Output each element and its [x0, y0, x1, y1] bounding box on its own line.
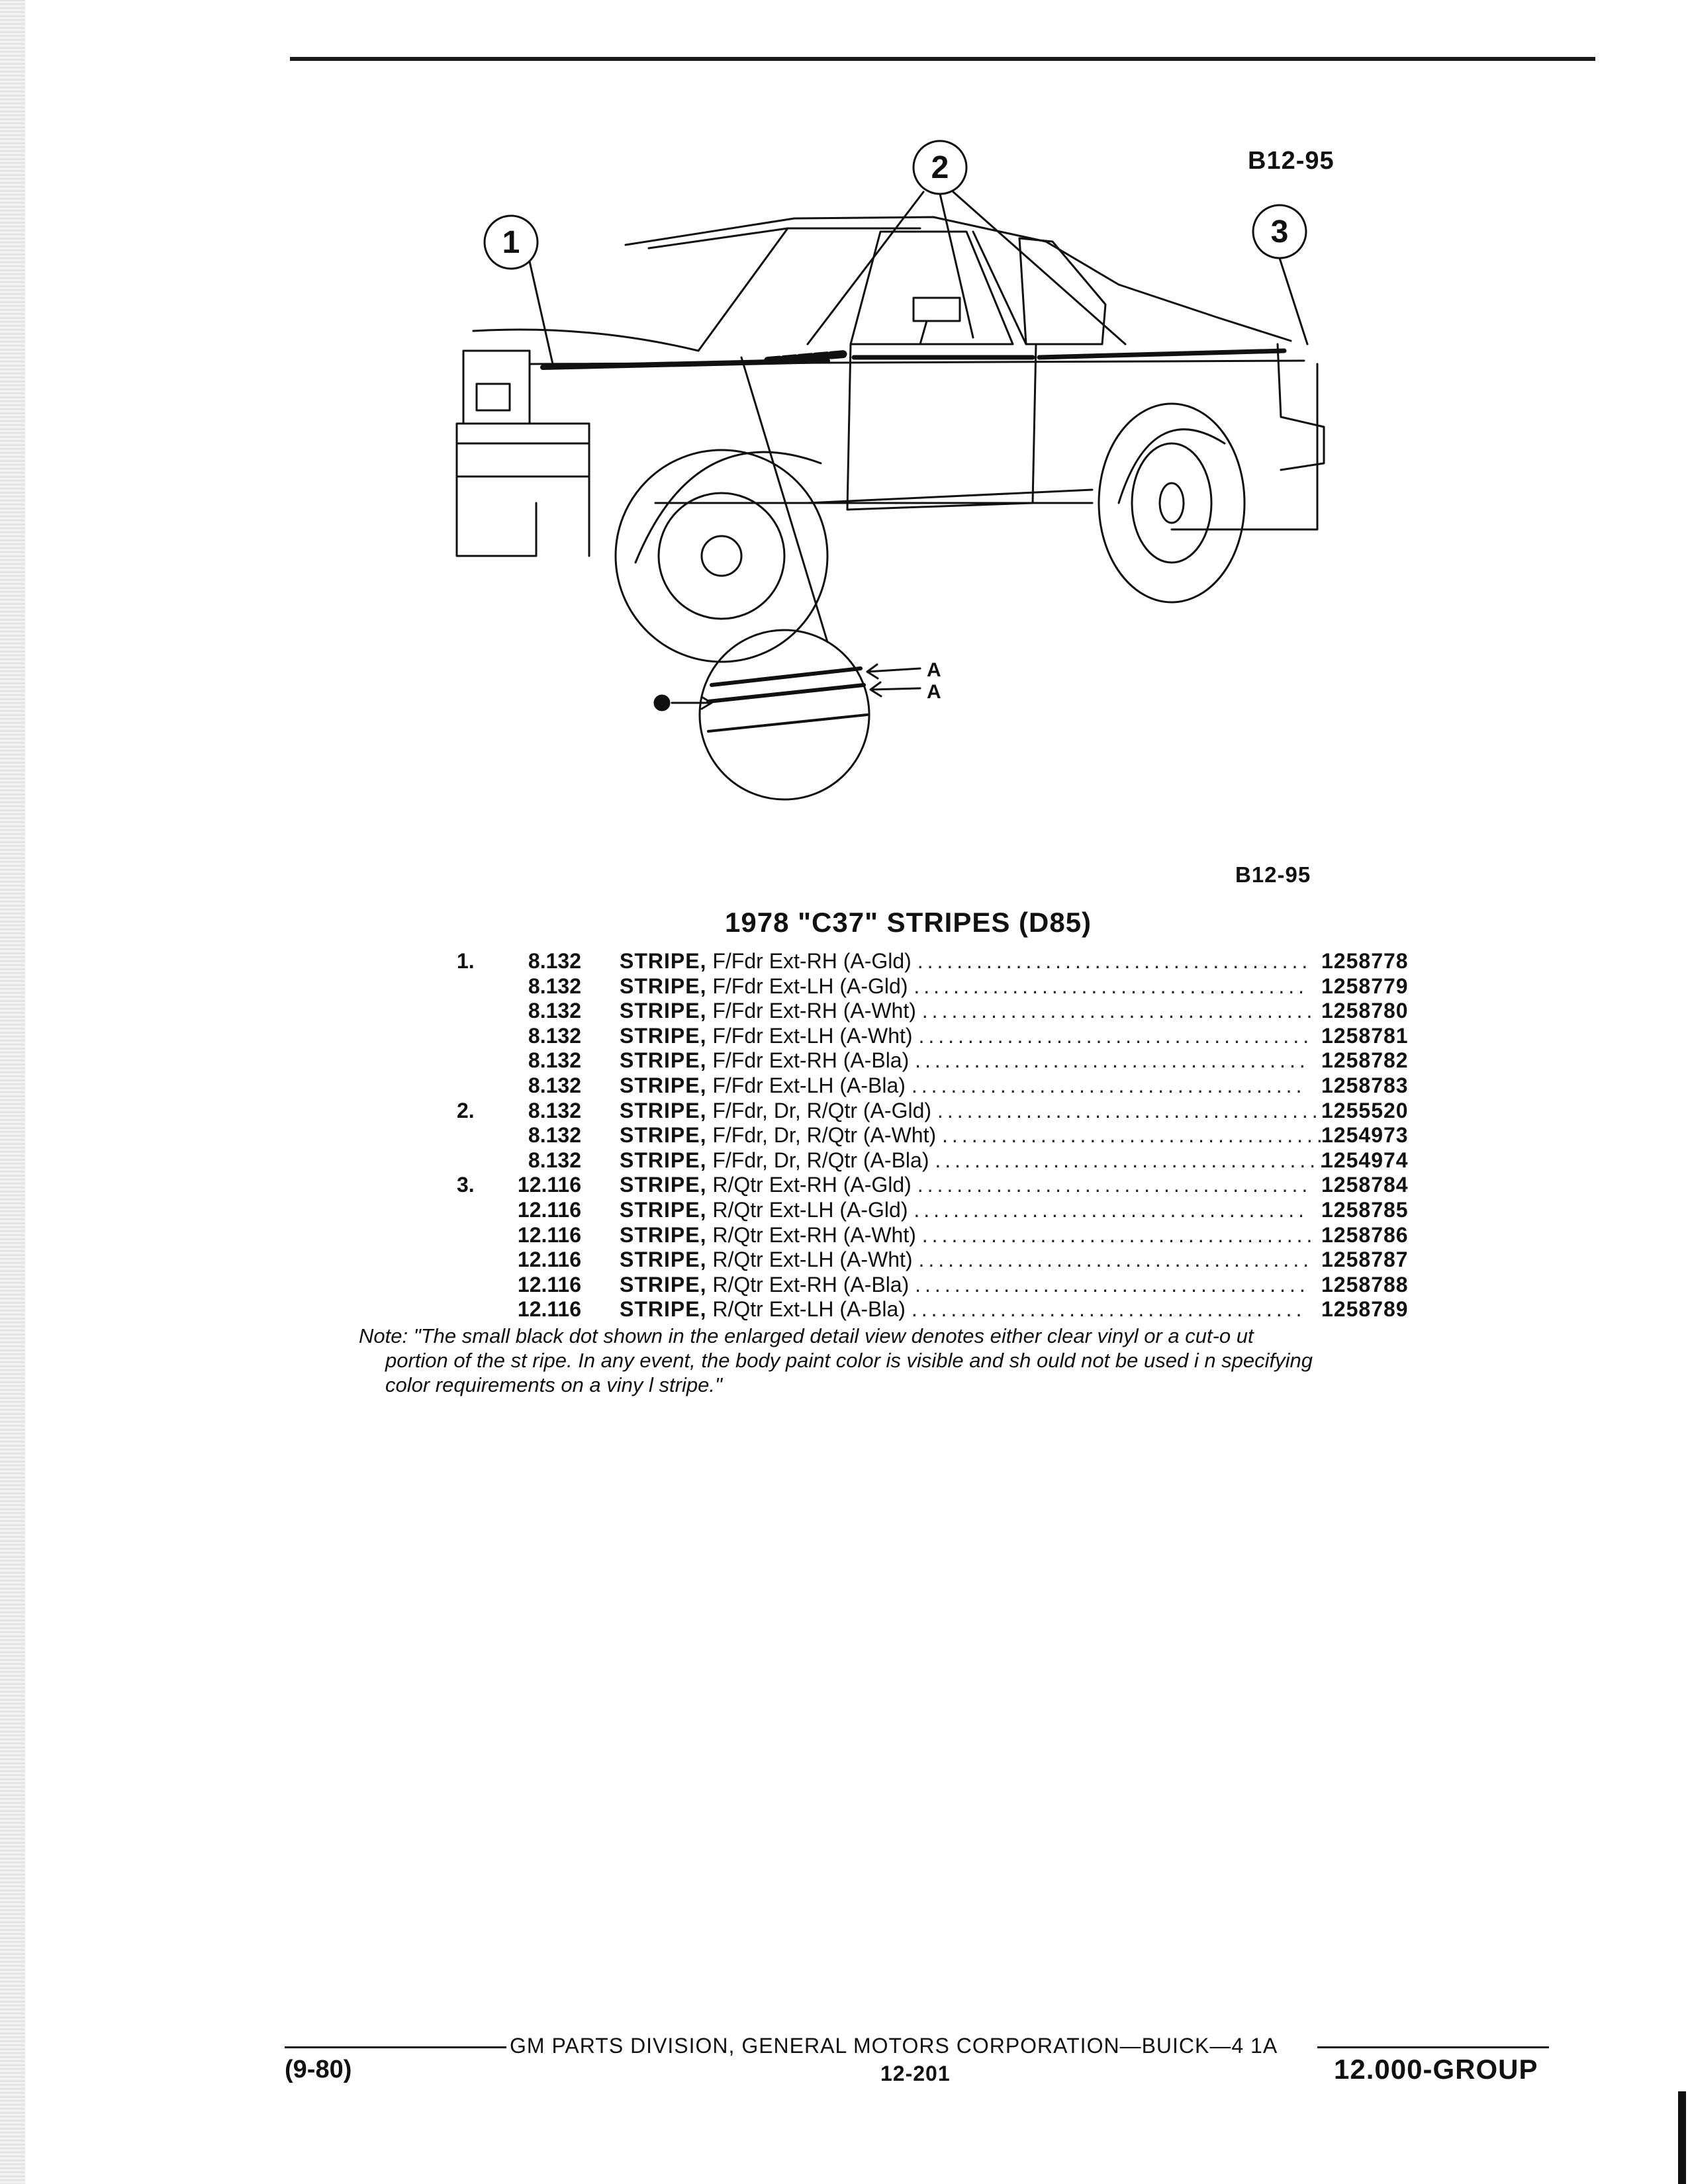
- detail-stripe-2: [708, 685, 864, 702]
- group-number: 12.116: [517, 1248, 581, 1272]
- part-name: STRIPE,: [620, 1272, 707, 1297]
- part-description: [620, 1098, 1332, 1124]
- part-name: STRIPE,: [620, 1073, 707, 1097]
- detail-arrow-a1: [867, 664, 920, 678]
- windshield: [698, 228, 788, 351]
- front-window: [851, 232, 1013, 344]
- leader-dots: ........................................: [921, 999, 1317, 1023]
- leader-dots: ........................................: [917, 1173, 1312, 1197]
- front-hub: [702, 536, 741, 576]
- part-number: 1258785: [1321, 1197, 1409, 1222]
- footer-group: 12.000-GROUP: [1334, 2054, 1538, 2085]
- scan-edge-mark: [1678, 2091, 1686, 2184]
- part-detail: R/Qtr Ext-LH (A-Gld): [712, 1197, 908, 1222]
- part-description: [620, 1272, 1309, 1298]
- leader-dots: ........................................: [911, 1297, 1306, 1322]
- detail-view-circle: [700, 630, 869, 799]
- part-description: [620, 1048, 1309, 1073]
- rear-rim: [1132, 443, 1211, 563]
- part-name: STRIPE,: [620, 1248, 707, 1272]
- part-description: [620, 949, 1312, 974]
- front-bumper: [457, 424, 589, 477]
- parts-row: [437, 1024, 1430, 1049]
- group-number: 12.116: [517, 1173, 581, 1197]
- part-number: 1258778: [1321, 949, 1409, 973]
- part-name: STRIPE,: [620, 1148, 707, 1172]
- part-description: [620, 1123, 1336, 1148]
- callout-number-1: 1: [502, 225, 520, 260]
- car-stripes-diagram: [457, 132, 1331, 807]
- section-title: 1978 "C37" STRIPES (D85): [725, 907, 1092, 938]
- leader-dots: ........................................: [911, 1073, 1306, 1097]
- parts-row: [437, 1148, 1430, 1173]
- detail-dot-arrow: [672, 697, 712, 709]
- part-detail: R/Qtr Ext-RH (A-Wht): [712, 1222, 916, 1247]
- parts-row: [437, 1099, 1430, 1124]
- front-grille: [463, 351, 530, 424]
- leader-dots: ........................................: [915, 1272, 1309, 1297]
- callout-number-2: 2: [931, 150, 949, 185]
- footer-page-number: 12-201: [880, 2062, 951, 2085]
- group-number: 8.132: [528, 1123, 581, 1148]
- part-name: STRIPE,: [620, 1222, 707, 1247]
- part-name: STRIPE,: [620, 1173, 707, 1197]
- figure-label-top: B12-95: [1248, 147, 1335, 175]
- leader-dots: ........................................: [915, 1048, 1309, 1073]
- part-number: 1258779: [1321, 974, 1409, 998]
- group-number: 12.116: [517, 1222, 581, 1247]
- leader-dots: ........................................: [921, 1222, 1317, 1247]
- group-number: 8.132: [528, 999, 581, 1023]
- stripe-rear-qtr: [1039, 351, 1284, 357]
- group-number: 8.132: [528, 1148, 581, 1172]
- part-name: STRIPE,: [620, 1048, 707, 1073]
- note-line-3: color requirements on a viny l stripe.": [385, 1373, 722, 1396]
- leader-1: [530, 261, 553, 364]
- parts-row: [437, 1073, 1430, 1099]
- part-name: STRIPE,: [620, 1197, 707, 1222]
- header-rule: [290, 57, 1595, 61]
- part-number: 1258781: [1321, 1023, 1409, 1048]
- leader-dots: ........................................: [935, 1148, 1329, 1172]
- item-number: 1.: [457, 949, 475, 973]
- part-detail: F/Fdr Ext-RH (A-Gld): [712, 949, 912, 973]
- footer-rule-right: [1317, 2046, 1549, 2048]
- detail-stripe-1: [712, 668, 861, 685]
- part-detail: F/Fdr Ext-LH (A-Gld): [712, 974, 908, 998]
- note-line-1: Note: "The small black dot shown in the enlarged detail view denotes either clear vinyl or a cut-o ut: [359, 1324, 1254, 1347]
- parts-row: [437, 999, 1430, 1024]
- front-bumper-lower: [457, 477, 536, 556]
- group-number: 8.132: [528, 974, 581, 998]
- part-description: [620, 1297, 1306, 1322]
- rocker: [808, 490, 1092, 503]
- parts-row: [437, 1248, 1430, 1273]
- leader-dots: ........................................: [917, 949, 1312, 973]
- detail-arrow-a2: [870, 682, 920, 696]
- part-name: STRIPE,: [620, 999, 707, 1023]
- note-line-2: portion of the st ripe. In any event, the body paint color is visible and sh ould not be used i n specifying: [385, 1349, 1313, 1372]
- part-name: STRIPE,: [620, 1297, 707, 1322]
- part-detail: F/Fdr, Dr, R/Qtr (A-Wht): [712, 1123, 937, 1148]
- part-number: 1254974: [1321, 1148, 1409, 1172]
- car-roof: [626, 217, 1291, 341]
- callout-number-3: 3: [1270, 214, 1289, 250]
- scan-edge-shading: [0, 0, 25, 2184]
- fender-emblem: [768, 354, 844, 361]
- footer-date: (9-80): [285, 2056, 352, 2083]
- part-number: 1258788: [1321, 1272, 1409, 1297]
- note: [359, 1324, 1550, 1397]
- detail-leader: [741, 357, 827, 642]
- part-description: [620, 1222, 1317, 1248]
- item-number: 2.: [457, 1098, 475, 1122]
- group-number: 8.132: [528, 949, 581, 973]
- leader-dots: ........................................: [918, 1023, 1313, 1048]
- group-number: 12.116: [517, 1272, 581, 1297]
- part-description: [620, 1248, 1313, 1273]
- leader-dots: ........................................: [937, 1098, 1332, 1122]
- leader-3: [1280, 258, 1307, 344]
- part-detail: F/Fdr Ext-RH (A-Bla): [712, 1048, 910, 1073]
- part-detail: R/Qtr Ext-LH (A-Bla): [712, 1297, 906, 1322]
- part-number: 1258783: [1321, 1073, 1409, 1097]
- part-number: 1258782: [1321, 1048, 1409, 1073]
- part-name: STRIPE,: [620, 1123, 707, 1148]
- part-description: [620, 1173, 1312, 1198]
- group-number: 12.116: [517, 1197, 581, 1222]
- part-description: [620, 999, 1317, 1024]
- part-description: [620, 974, 1308, 999]
- part-description: [620, 1148, 1329, 1173]
- part-detail: R/Qtr Ext-LH (A-Wht): [712, 1248, 913, 1272]
- leader-dots: ........................................: [914, 1197, 1308, 1222]
- parts-row: [437, 949, 1430, 974]
- part-number: 1255520: [1321, 1098, 1409, 1122]
- part-detail: R/Qtr Ext-RH (A-Gld): [712, 1173, 912, 1197]
- part-description: [620, 1023, 1313, 1049]
- part-description: [620, 1197, 1308, 1223]
- part-detail: F/Fdr, Dr, R/Qtr (A-Bla): [712, 1148, 929, 1172]
- part-detail: F/Fdr Ext-LH (A-Bla): [712, 1073, 906, 1097]
- detail-marker-a2: A: [927, 681, 941, 703]
- leader-dots: ........................................: [918, 1248, 1313, 1272]
- item-number: 3.: [457, 1173, 475, 1197]
- part-detail: F/Fdr, Dr, R/Qtr (A-Gld): [712, 1098, 932, 1122]
- parts-row: [437, 1273, 1430, 1298]
- detail-stripe-3: [708, 715, 867, 731]
- front-rim: [659, 493, 784, 619]
- part-name: STRIPE,: [620, 949, 707, 973]
- side-mirror: [914, 298, 960, 344]
- part-number: 1258786: [1321, 1222, 1409, 1247]
- parts-row: [437, 1048, 1430, 1073]
- group-number: 12.116: [517, 1297, 581, 1322]
- group-number: 8.132: [528, 1048, 581, 1073]
- part-number: 1258784: [1321, 1173, 1409, 1197]
- rear-wheel-arch: [1119, 430, 1225, 503]
- parts-row: [437, 1123, 1430, 1148]
- part-name: STRIPE,: [620, 974, 707, 998]
- parts-row: [437, 1297, 1430, 1322]
- door-outline: [847, 344, 1036, 510]
- leader-2b: [940, 194, 973, 338]
- part-detail: F/Fdr Ext-RH (A-Wht): [712, 999, 916, 1023]
- leader-2c: [953, 192, 1125, 344]
- footer-rule-left: [285, 2046, 506, 2048]
- leader-dots: ........................................: [942, 1123, 1336, 1148]
- detail-marker-a1: A: [927, 659, 941, 681]
- leader-dots: ........................................: [914, 974, 1308, 998]
- group-number: 8.132: [528, 1073, 581, 1097]
- rear-tire: [1099, 404, 1244, 602]
- detail-black-dot: [655, 696, 669, 710]
- part-number: 1258789: [1321, 1297, 1409, 1322]
- part-detail: R/Qtr Ext-RH (A-Bla): [712, 1272, 910, 1297]
- parts-list: [437, 949, 1430, 1322]
- part-name: STRIPE,: [620, 1023, 707, 1048]
- group-number: 8.132: [528, 1098, 581, 1122]
- headlight: [477, 384, 510, 410]
- group-number: 8.132: [528, 1023, 581, 1048]
- hood-line: [473, 330, 698, 351]
- rear-window: [1019, 238, 1105, 344]
- part-description: [620, 1073, 1306, 1099]
- parts-row: [437, 1198, 1430, 1223]
- part-detail: F/Fdr Ext-LH (A-Wht): [712, 1023, 913, 1048]
- figure-label-bottom: B12-95: [1235, 862, 1311, 887]
- parts-row: [437, 1173, 1430, 1198]
- footer-publisher: GM PARTS DIVISION, GENERAL MOTORS CORPORATION—BUICK—4 1A: [510, 2034, 1278, 2058]
- leader-2a: [808, 192, 923, 344]
- parts-row: [437, 1223, 1430, 1248]
- parts-row: [437, 974, 1430, 999]
- part-number: 1258787: [1321, 1248, 1409, 1272]
- part-number: 1258780: [1321, 999, 1409, 1023]
- rear-hub: [1160, 483, 1184, 523]
- part-number: 1254973: [1321, 1123, 1409, 1148]
- part-name: STRIPE,: [620, 1098, 707, 1122]
